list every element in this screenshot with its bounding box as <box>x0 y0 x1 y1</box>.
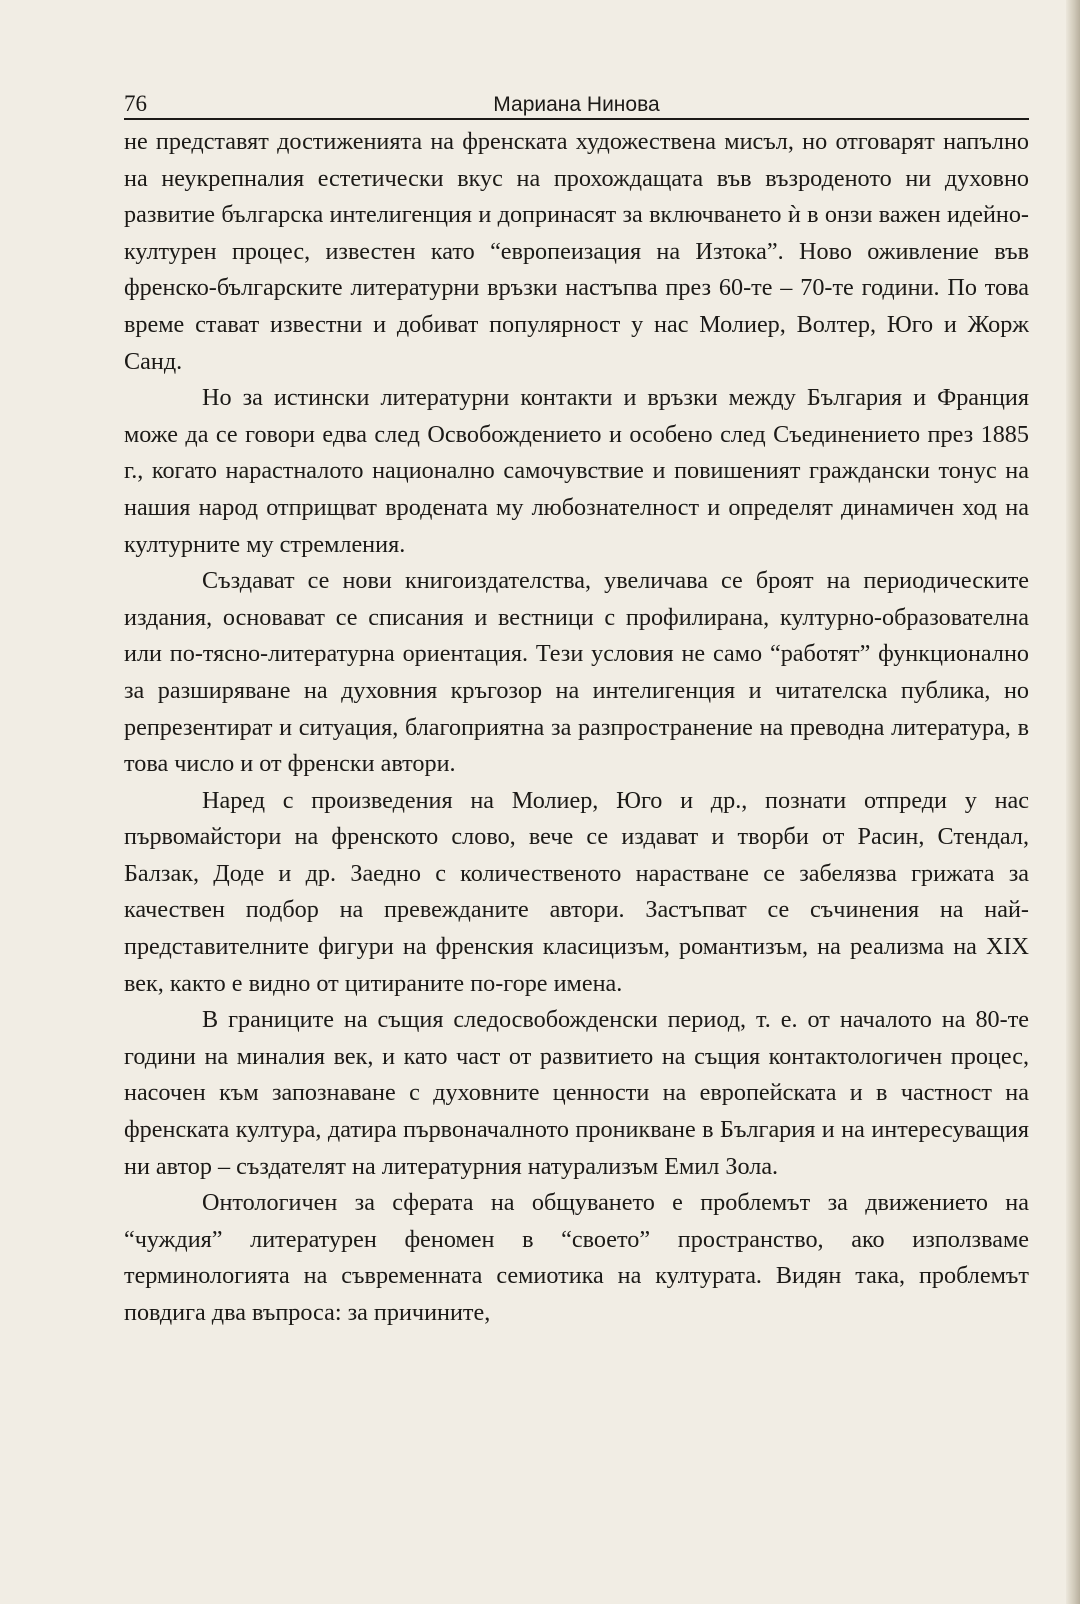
page-number: 76 <box>124 91 147 116</box>
paragraph-3: Създават се нови книгоиздателства, увеличава се броят на периодическите издания, основават се списания и вестници с профилирана, културно-образователна или по-тясно-литературна ориентация. Тези условия не само “работят” функционално за разширяване на духовния кръгозор на интелигенция и читателска публика, но репрезентират и ситуация, благоприятна за разпространение на преводна литература, в това число и от френски автори. <box>124 567 1029 778</box>
paragraph-2: Но за истински литературни контакти и връзки между България и Франция може да се говори едва след Освобождението и особено след Съединението през 1885 г., когато нарастналото национално самочувствие и повишеният граждански тонус на нашия народ отприщват вродената му любознателност и определят динамичен ход на културните му стремления. <box>124 384 1029 558</box>
book-page <box>124 88 1029 1332</box>
running-head-author: Мариана Нинова <box>493 93 660 116</box>
paragraph-6: Онтологичен за сферата на общуването е проблемът за движението на “чуждия” литературен феномен в “своето” пространство, ако използваме терминологията на съвременната семиотика на културата. Видян така, проблемът повдига два въпроса: за причините, <box>124 1189 1029 1326</box>
paragraph-5: В границите на същия следосвобожденски период, т. е. от началото на 80-те години на миналия век, и като част от развитието на същия контактологичен процес, насочен към запознаване с духовните ценности на европейската и в частност на френската култура, датира първоначалното проникване в България и на интересуващия ни автор – създателят на литературния натурализъм Емил Зола. <box>124 1006 1029 1180</box>
paragraph-1: не представят достиженията на френската художествена мисъл, но отговарят напълно на неукрепналия естетически вкус на прохождащата във възроденото ни духовно развитие българска интелигенция и допринасят за включването ѝ в онзи важен идейно-културен процес, известен като “европеизация на Изтока”. Ново оживление във френско-българските литературни връзки настъпва през 60-те – 70-те години. По това време стават известни и добиват популярност у нас Молиер, Волтер, Юго и Жорж Санд. <box>124 128 1029 375</box>
running-head <box>124 88 1029 120</box>
page-edge-shadow <box>1066 0 1080 1604</box>
body-text <box>124 124 1029 1332</box>
paragraph-4: Наред с произведения на Молиер, Юго и др., познати отпреди у нас първомайстори на френското слово, вече се издават и творби от Расин, Стендал, Балзак, Доде и др. Заедно с количественото нарастване се забелязва грижата за качествен подбор на превежданите автори. Застъпват се съчинения на най-представителните фигури на френския класицизъм, романтизъм, на реализма на XIX век, както е видно от цитираните по-горе имена. <box>124 786 1029 997</box>
